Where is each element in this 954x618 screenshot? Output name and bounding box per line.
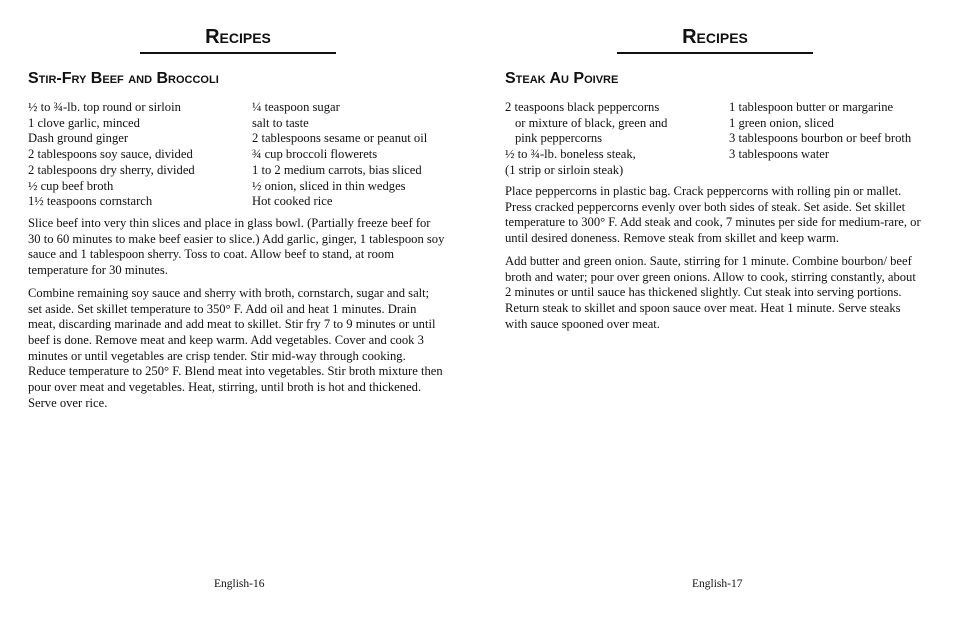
ingredient-item: 2 teaspoons black peppercorns [505, 100, 660, 114]
header-title: Recipes [682, 26, 748, 48]
ingredients-column-1 [505, 100, 667, 179]
right-page [477, 0, 954, 618]
recipe-directions [505, 184, 923, 339]
page-header [617, 22, 813, 54]
header-title: Recipes [205, 26, 271, 48]
ingredient-item: ¾ cup broccoli flowerets [252, 147, 378, 162]
ingredient-item: ½ to ¾-lb. boneless steak, [505, 147, 636, 162]
ingredient-item: 1 green onion, sliced [729, 115, 834, 130]
ingredient-item: 1 clove garlic, minced [28, 115, 140, 130]
ingredient-item: 1½ teaspoons cornstarch [28, 194, 153, 209]
direction-paragraph: Combine remaining soy sauce and sherry with broth, cornstarch, sugar and salt; set aside. Set skillet temperature to 350° F. Add oil and heat 1 minutes. Drain meat, discarding marinade and add meat to skillet. Stir fry 7 to 9 minutes or until beef is done. Remove meat and keep warm. Add vegetables. Cover and cook 3 minutes or until vegetables are crisp tender. Stir mid-way through cooking. Reduce temperature to 250° F. Blend meat into vegetables. Stir broth mixture then pour over meat and vegetables. Heat, stirring, until broth is hot and thickened. Serve over rice. [28, 285, 443, 410]
ingredient-item: pink peppercorns [515, 131, 603, 146]
page-number: English-16 [214, 578, 265, 590]
ingredients-column-2 [729, 100, 911, 163]
ingredient-item: Dash ground ginger [28, 131, 129, 146]
ingredient-item: salt to taste [252, 115, 309, 130]
ingredient-item: Hot cooked rice [252, 194, 333, 209]
page-number: English-17 [692, 578, 743, 590]
recipe-directions [28, 216, 446, 418]
ingredient-item: 2 tablespoons sesame or peanut oil [252, 131, 428, 146]
ingredient-item: 1 to 2 medium carrots, bias sliced [252, 162, 422, 177]
ingredient-item: ¼ teaspoon sugar [252, 100, 340, 114]
header-rule [140, 52, 336, 54]
ingredients-column-2 [252, 100, 427, 210]
direction-paragraph: Add butter and green onion. Saute, stirring for 1 minute. Combine bourbon/ beef broth and water; pour over green onions. Allow to cook, stirring constantly, about 2 minutes or until sauce has thickened slightly. Cut steak into serving portions. Return steak to skillet and spoon sauce over meat. Heat 1 minute. Serve steaks with sauce spooned over meat. [505, 253, 916, 331]
ingredient-item: ½ onion, sliced in thin wedges [252, 178, 406, 193]
direction-paragraph: Slice beef into very thin slices and place in glass bowl. (Partially freeze beef for 30 to 60 minutes to make beef easier to slice.) Add garlic, ginger, 1 tablespoon soy sauce and 1 tablespoon sherry. Toss to coat. Allow beef to stand, at room temperature for 30 minutes. [28, 216, 445, 278]
ingredient-item: 3 tablespoons bourbon or beef broth [729, 131, 912, 146]
direction-paragraph: Place peppercorns in plastic bag. Crack peppercorns with rolling pin or mallet. Press cracked peppercorns evenly over both sides of steak. Set aside. Set skillet temperature to 300° F. Add steak and cook, 7 minutes per side for medium-rare, or until desired doneness. Remove steak from skillet and keep warm. [505, 184, 921, 246]
ingredient-item: (1 strip or sirloin steak) [505, 162, 624, 177]
ingredient-item: 2 tablespoons soy sauce, divided [28, 147, 193, 162]
ingredient-item: 1 tablespoon butter or margarine [729, 100, 894, 114]
page-header [140, 22, 336, 54]
ingredient-item: ½ to ¾-lb. top round or sirloin [28, 100, 181, 114]
ingredient-item: ½ cup beef broth [28, 178, 114, 193]
recipe-title: Stir-Fry Beef and Broccoli [28, 70, 219, 87]
recipe-title: Steak Au Poivre [505, 70, 619, 87]
ingredient-item: or mixture of black, green and [515, 115, 668, 130]
ingredients-column-1 [28, 100, 195, 210]
ingredient-item: 3 tablespoons water [729, 147, 830, 162]
ingredient-item: 2 tablespoons dry sherry, divided [28, 162, 195, 177]
header-rule [617, 52, 813, 54]
